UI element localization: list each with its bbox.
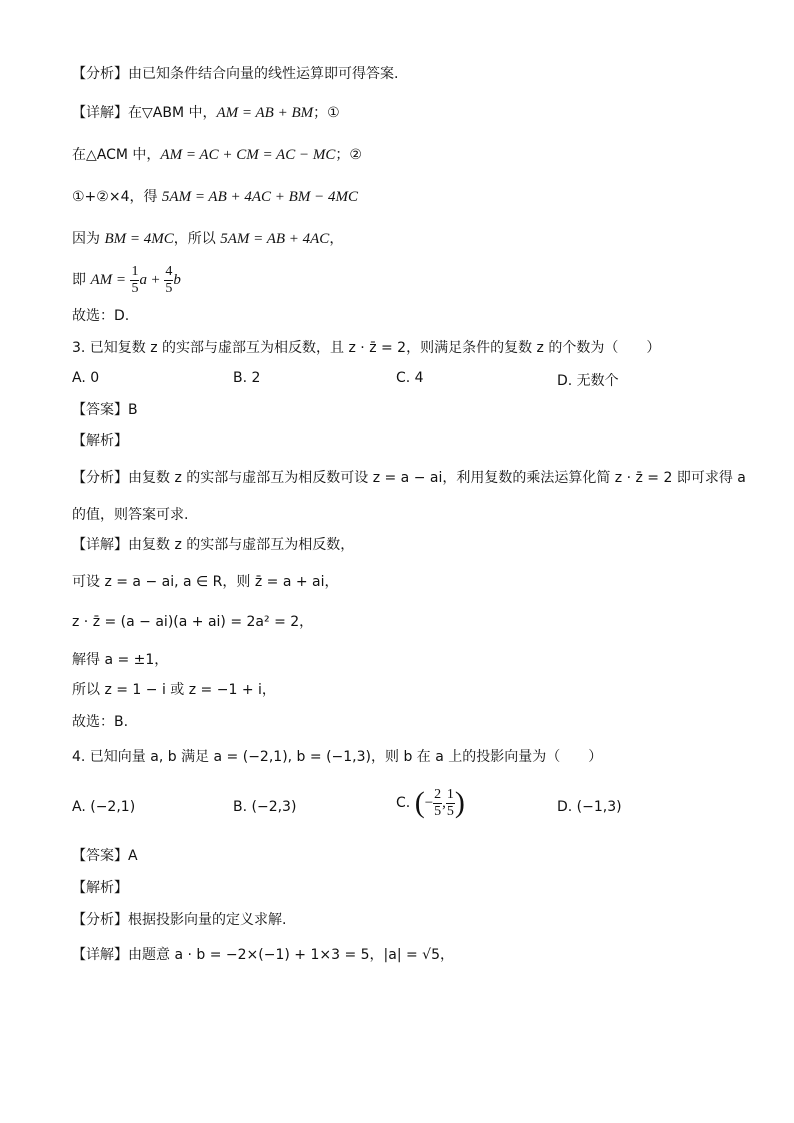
q4-detail xyxy=(72,945,454,965)
vector-equation: BM = 4MC xyxy=(104,231,174,247)
q3-jiexi-label: 【解析】 xyxy=(72,433,128,449)
q3-step-1: 可设 z = a − ai, a ∈ R，则 z̄ = a + ai， xyxy=(72,574,339,590)
analysis-tag: 【分析】 xyxy=(72,470,128,486)
analysis-text: 由已知条件结合向量的线性运算即可得答案. xyxy=(128,66,399,82)
numerator: 2 xyxy=(434,786,442,802)
left-paren: ( xyxy=(414,786,425,819)
choose-line-q2: 故选：D. xyxy=(72,308,130,324)
analysis-tag: 【分析】 xyxy=(72,66,128,82)
equation-tag: ；① xyxy=(313,105,340,121)
punctuation: ， xyxy=(329,231,344,247)
detail-tag: 【详解】 xyxy=(72,537,128,553)
comma: , xyxy=(442,795,446,811)
detail-text: 由复数 z 的实部与虚部互为相反数， xyxy=(128,537,355,553)
denominator: 5 xyxy=(165,280,173,296)
q3-detail xyxy=(72,535,354,555)
q3-step-5: 故选：B. xyxy=(72,714,129,730)
vector-equation: 5AM = AB + 4AC xyxy=(220,231,330,247)
denominator: 5 xyxy=(131,280,139,296)
vector-lhs: AM = xyxy=(90,272,126,288)
detail-tag: 【详解】 xyxy=(72,105,128,121)
q4-option-c xyxy=(396,786,465,820)
q4-analysis xyxy=(72,910,286,930)
detail-line-3 xyxy=(72,187,358,207)
detail-line-2 xyxy=(72,145,362,165)
question-4-stem: 4. 已知向量 a, b 满足 a = (−2,1), b = (−1,3)，则 b 在 a 上的投影向量为（ ） xyxy=(72,749,603,765)
vector-equation: AM = AB + BM xyxy=(216,105,314,121)
q3-option-d: D. 无数个 xyxy=(557,373,619,389)
vector-a: a xyxy=(139,272,147,288)
vector-b: b xyxy=(173,272,181,288)
vector-equation: 5AM = AB + 4AC + BM − 4MC xyxy=(161,189,358,205)
denominator: 5 xyxy=(434,803,442,819)
analysis-text: 由复数 z 的实部与虚部互为相反数可设 z = a − ai，利用复数的乘法运算化简 z · z̄ = 2 即可求得 a xyxy=(128,470,746,486)
right-paren: ) xyxy=(454,786,465,819)
detail-text: 即 xyxy=(72,272,91,288)
analysis-tag: 【分析】 xyxy=(72,912,128,928)
q3-option-a: A. 0 xyxy=(72,370,100,386)
q3-step-4: 所以 z = 1 − i 或 z = −1 + i， xyxy=(72,682,276,698)
detail-line-5 xyxy=(72,262,181,298)
q3-step-2: z · z̄ = (a − ai)(a + ai) = 2a² = 2， xyxy=(72,614,314,630)
q4-option-b: B. (−2,3) xyxy=(233,799,297,815)
analysis-line-q2 xyxy=(72,64,398,84)
q4-answer: 【答案】A xyxy=(72,848,138,864)
numerator: 4 xyxy=(165,263,173,279)
fraction-2-5 xyxy=(433,787,442,820)
equation-tag: ；② xyxy=(335,147,362,163)
q4-option-d: D. (−1,3) xyxy=(557,799,622,815)
q3-analysis xyxy=(72,468,746,488)
q3-answer: 【答案】B xyxy=(72,402,138,418)
detail-text: 由题意 a · b = −2×(−1) + 1×3 = 5，|a| = √5， xyxy=(128,947,455,963)
detail-text: 在△ACM 中， xyxy=(72,147,161,163)
detail-line-1 xyxy=(72,103,340,123)
vector-equation: AM = AC + CM = AC − MC xyxy=(160,147,336,163)
minus-sign: − xyxy=(424,795,434,811)
detail-tag: 【详解】 xyxy=(72,947,128,963)
numerator: 1 xyxy=(446,786,454,802)
fraction-1-5 xyxy=(446,787,455,820)
analysis-text: 根据投影向量的定义求解. xyxy=(128,912,287,928)
plus-sign: + xyxy=(151,272,160,288)
q3-step-3: 解得 a = ±1， xyxy=(72,652,169,668)
detail-text: 在▽ABM 中， xyxy=(128,105,217,121)
q3-option-b: B. 2 xyxy=(233,370,261,386)
detail-text: 因为 xyxy=(72,231,105,247)
question-3-stem: 3. 已知复数 z 的实部与虚部互为相反数，且 z · z̄ = 2，则满足条件的复数 z 的个数为（ ） xyxy=(72,340,661,356)
numerator: 1 xyxy=(131,263,139,279)
detail-text: ，所以 xyxy=(173,231,221,247)
q3-option-c: C. 4 xyxy=(396,370,424,386)
option-letter: C. xyxy=(396,795,411,811)
fraction-4-5 xyxy=(164,264,173,297)
detail-text: ①+②×4，得 xyxy=(72,189,162,205)
denominator: 5 xyxy=(446,803,454,819)
detail-line-4 xyxy=(72,229,343,249)
q3-analysis-cont: 的值，则答案可求. xyxy=(72,507,189,523)
q4-option-a: A. (−2,1) xyxy=(72,799,136,815)
q4-jiexi-label: 【解析】 xyxy=(72,880,128,896)
